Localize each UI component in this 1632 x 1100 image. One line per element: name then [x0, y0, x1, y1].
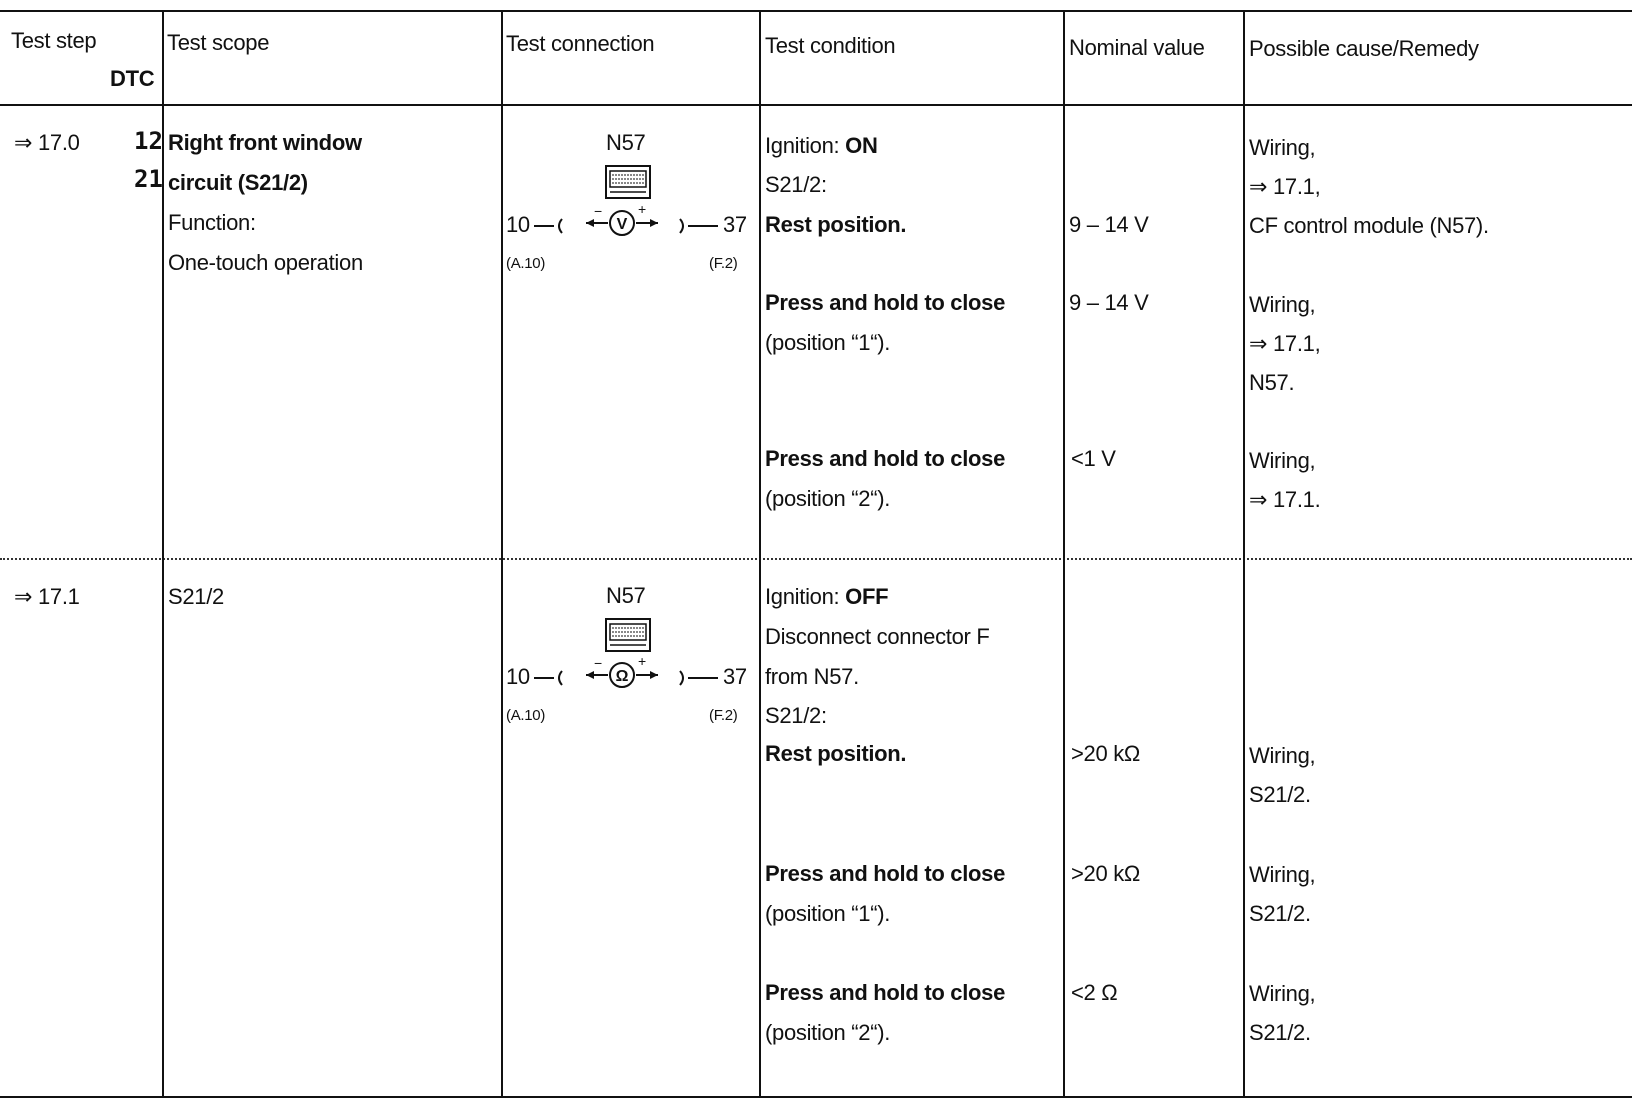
ignition-value: OFF [845, 584, 889, 609]
header-dtc: DTC [110, 66, 155, 91]
header-test-scope: Test scope [167, 30, 270, 55]
header-bottom-rule [0, 104, 1632, 106]
ohmmeter-symbol [534, 654, 720, 694]
column-divider-condition [759, 10, 761, 1098]
condition-ignition [765, 584, 888, 610]
cause-close-1-line2: ⇒ 17.1, [1249, 331, 1321, 356]
header-possible-cause: Possible cause/Remedy [1249, 36, 1479, 61]
cause-close-2-line1: Wiring, [1249, 981, 1316, 1006]
cause-close-1-line2: S21/2. [1249, 901, 1311, 926]
nominal-close-2: <1 V [1071, 446, 1116, 471]
test-step-number: ⇒ 17.0 [14, 130, 80, 155]
control-module-icon [605, 165, 651, 199]
connection-pin-left: 10 [506, 664, 530, 689]
svg-text:+: + [638, 202, 647, 217]
condition-rest-position: Rest position. [765, 212, 907, 237]
header-test-step: Test step [11, 28, 97, 53]
header-test-connection: Test connection [506, 31, 655, 56]
connection-pin-left: 10 [506, 212, 530, 237]
cause-close-2-line2: S21/2. [1249, 1020, 1311, 1045]
condition-close-2-position: (position “2“). [765, 486, 891, 511]
svg-text:−: − [594, 655, 603, 671]
table-top-rule [0, 10, 1632, 12]
cause-rest-line3: CF control module (N57). [1249, 213, 1489, 238]
scope-component: S21/2 [168, 584, 224, 609]
cause-close-2-line1: Wiring, [1249, 448, 1316, 473]
scope-title: Right front window [168, 130, 362, 155]
cause-rest-line1: Wiring, [1249, 135, 1316, 160]
condition-disconnect: Disconnect connector F [765, 624, 990, 649]
cause-close-2-line2: ⇒ 17.1. [1249, 487, 1321, 512]
ignition-value: ON [845, 133, 878, 158]
table-bottom-rule [0, 1096, 1632, 1098]
cause-rest-line2: ⇒ 17.1, [1249, 174, 1321, 199]
nominal-close-2: <2 Ω [1071, 980, 1118, 1005]
row-separator [0, 558, 1632, 560]
nominal-rest: >20 kΩ [1071, 741, 1141, 766]
condition-close-2-position: (position “2“). [765, 1020, 891, 1045]
connection-pin-right: 37 [723, 664, 747, 689]
ignition-label: Ignition: [765, 133, 840, 158]
condition-switch: S21/2: [765, 703, 827, 728]
condition-switch: S21/2: [765, 172, 827, 197]
meter-unit: V [616, 216, 628, 233]
condition-close-1: Press and hold to close [765, 861, 1006, 886]
scope-function-label: Function: [168, 210, 256, 235]
nominal-rest: 9 – 14 V [1069, 212, 1149, 237]
condition-rest-position: Rest position. [765, 741, 907, 766]
condition-ignition [765, 133, 878, 159]
header-test-condition: Test condition [765, 33, 896, 58]
scope-title-line2: circuit (S21/2) [168, 170, 308, 195]
test-step-number: ⇒ 17.1 [14, 584, 80, 609]
module-label: N57 [606, 583, 646, 608]
cause-rest-line2: S21/2. [1249, 782, 1311, 807]
connection-ref-right: (F.2) [709, 255, 738, 272]
module-label: N57 [606, 130, 646, 155]
voltmeter-symbol [534, 202, 720, 242]
dtc-code-bottom: 21 [134, 165, 163, 193]
svg-text:−: − [594, 203, 603, 219]
ignition-label: Ignition: [765, 584, 840, 609]
connection-ref-left: (A.10) [506, 707, 546, 724]
column-divider-connection [501, 10, 503, 1098]
header-nominal-value: Nominal value [1069, 35, 1205, 60]
dtc-code-top: 12 [134, 127, 163, 155]
cause-close-1-line1: Wiring, [1249, 292, 1316, 317]
condition-close-2: Press and hold to close [765, 980, 1006, 1005]
cause-close-1-line3: N57. [1249, 370, 1295, 395]
condition-close-1: Press and hold to close [765, 290, 1006, 315]
condition-disconnect-line2: from N57. [765, 664, 859, 689]
meter-unit: Ω [615, 668, 629, 685]
connection-ref-right: (F.2) [709, 707, 738, 724]
cause-rest-line1: Wiring, [1249, 743, 1316, 768]
column-divider-cause [1243, 10, 1245, 1098]
nominal-close-1: >20 kΩ [1071, 861, 1141, 886]
connection-ref-left: (A.10) [506, 255, 546, 272]
cause-close-1-line1: Wiring, [1249, 862, 1316, 887]
scope-function-value: One-touch operation [168, 250, 363, 275]
condition-close-1-position: (position “1“). [765, 901, 891, 926]
svg-text:+: + [638, 654, 647, 669]
column-divider-nominal [1063, 10, 1065, 1098]
condition-close-1-position: (position “1“). [765, 330, 891, 355]
condition-close-2: Press and hold to close [765, 446, 1006, 471]
connection-pin-right: 37 [723, 212, 747, 237]
nominal-close-1: 9 – 14 V [1069, 290, 1149, 315]
control-module-icon [605, 618, 651, 652]
